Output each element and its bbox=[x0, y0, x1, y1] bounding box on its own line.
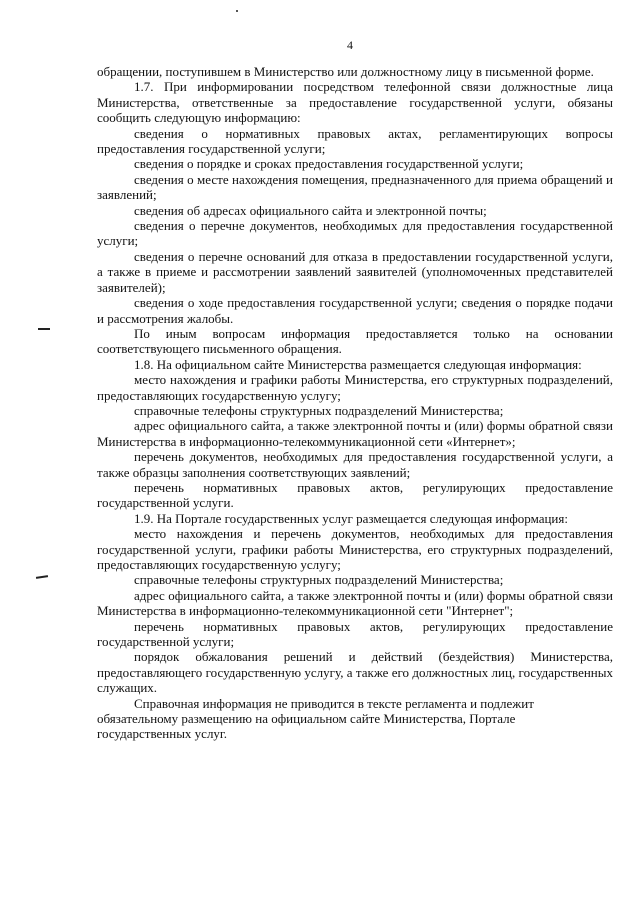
margin-mark bbox=[36, 575, 48, 579]
paragraph: сведения о порядке и сроках предоставления государственной услуги; bbox=[134, 156, 524, 172]
margin-mark bbox=[38, 328, 50, 330]
scan-speck bbox=[236, 10, 238, 12]
paragraph: место нахождения и перечень документов, необходимых для предоставления государственной услуги, графики работы Министерства, его структурных подразделений, предоставляющих государственную услугу; bbox=[97, 526, 613, 572]
paragraph: сведения о ходе предоставления государственной услуги; сведения о порядке подачи и рассмотрения жалобы. bbox=[97, 295, 613, 326]
paragraph: адрес официального сайта, а также электронной почты и (или) формы обратной связи Министерства в информационно-телекоммуникационной сети "Интернет"; bbox=[97, 587, 613, 619]
paragraph: адрес официального сайта, а также электронной почты и (или) формы обратной связи Министерства в информационно-телекоммуникационной сети «Интернет»; bbox=[97, 418, 613, 449]
paragraph: Справочная информация не приводится в тексте регламента и подлежит обязательному размещению на официальном сайте Министерства, Портале государственных услуг. bbox=[97, 695, 534, 742]
paragraph: 1.9. На Портале государственных услуг размещается следующая информация: bbox=[134, 510, 568, 526]
paragraph: сведения о месте нахождения помещения, предназначенного для приема обращений и заявлений; bbox=[97, 171, 613, 203]
paragraph: перечень документов, необходимых для предоставления государственной услуги, а также образцы заполнения соответствующих заявлений; bbox=[97, 449, 613, 480]
paragraph: сведения о перечне документов, необходимых для предоставления государственной услуги; bbox=[97, 218, 613, 249]
paragraph: сведения о нормативных правовых актах, регламентирующих вопросы предоставления государственной услуги; bbox=[97, 125, 613, 157]
paragraph: перечень нормативных правовых актов, регулирующих предоставление государственной услуги. bbox=[97, 479, 613, 511]
document-body bbox=[97, 64, 613, 742]
paragraph: 1.8. На официальном сайте Министерства размещается следующая информация: bbox=[134, 356, 582, 372]
paragraph: перечень нормативных правовых актов, регулирующих предоставление государственной услуги; bbox=[97, 618, 613, 650]
page-number: 4 bbox=[347, 38, 353, 52]
paragraph: По иным вопросам информация предоставляется только на основании соответствующего письменного обращения. bbox=[97, 325, 613, 357]
paragraph: 1.7. При информировании посредством телефонной связи должностные лица Министерства, ответственные за предоставление государственной услуги, обязаны сообщить следующую информацию: bbox=[97, 79, 613, 126]
paragraph: обращении, поступившем в Министерство или должностному лицу в письменной форме. bbox=[97, 64, 594, 79]
paragraph: сведения об адресах официального сайта и электронной почты; bbox=[134, 202, 487, 218]
paragraph: справочные телефоны структурных подразделений Министерства; bbox=[134, 402, 504, 418]
paragraph: место нахождения и графики работы Министерства, его структурных подразделений, предоставляющих государственную услугу; bbox=[97, 372, 613, 403]
paragraph: сведения о перечне оснований для отказа в предоставлении государственной услуги, а также в приеме и рассмотрении заявлений заявителей (уполномоченных представителей заявителей); bbox=[97, 248, 613, 295]
paragraph: справочные телефоны структурных подразделений Министерства; bbox=[134, 572, 504, 588]
paragraph: порядок обжалования решений и действий (бездействия) Министерства, предоставляющего государственную услугу, а также его должностных лиц, государственных служащих. bbox=[97, 649, 613, 696]
